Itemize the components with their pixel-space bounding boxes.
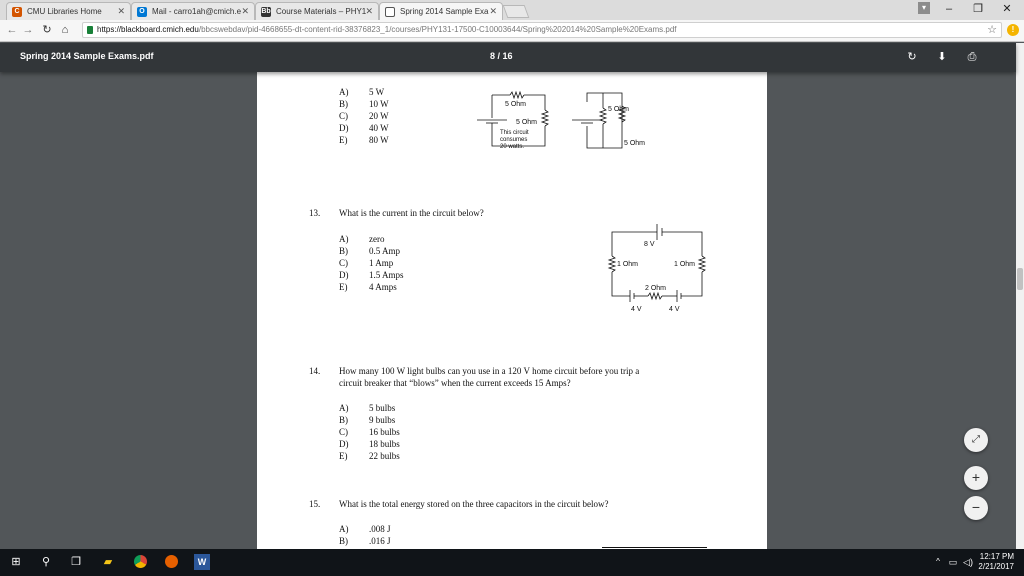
option-text: 9 bulbs [369, 415, 396, 425]
option-letter: C) [339, 111, 348, 121]
close-icon[interactable]: ✕ [489, 6, 497, 16]
question-number: 15. [309, 499, 321, 509]
option-text: .008 J [369, 524, 391, 534]
firefox-icon[interactable] [163, 554, 179, 570]
option-letter: D) [339, 270, 349, 280]
option-letter: A) [339, 234, 349, 244]
windows-start-icon[interactable]: ⊞ [11, 556, 21, 568]
option-text: 22 bulbs [369, 451, 400, 461]
resistor-label: 5 Ohm [505, 101, 527, 108]
maximize-button[interactable]: ❐ [973, 3, 983, 15]
address-bar[interactable] [82, 22, 1002, 38]
voltage-label: 8 V [644, 241, 655, 248]
option-text: 18 bulbs [369, 439, 400, 449]
question-text-line2: circuit breaker that “blows” when the current exceeds 15 Amps? [339, 378, 571, 388]
print-icon[interactable]: ⎙ [967, 51, 977, 63]
outlook-icon: O [137, 7, 147, 17]
resistor-label: 5 Ohm [608, 106, 630, 113]
reload-icon[interactable]: ↻ [42, 24, 52, 36]
scrollbar-thumb[interactable] [1017, 268, 1023, 290]
circuit-note: 20 watts. [500, 144, 525, 150]
tab-cmu-libraries[interactable] [6, 2, 131, 20]
page-indicator[interactable]: 8 / 16 [490, 51, 513, 61]
option-letter: B) [339, 246, 348, 256]
option-text: 16 bulbs [369, 427, 400, 437]
forward-icon[interactable]: → [22, 24, 34, 36]
browser-toolbar [0, 20, 1024, 42]
option-letter: B) [339, 415, 348, 425]
pdf-page [257, 43, 767, 549]
task-view-icon[interactable]: ❐ [71, 556, 81, 568]
q12-circuit-diagram [472, 88, 652, 158]
question-text-line1: How many 100 W light bulbs can you use in a 120 V home circuit before you trip a [339, 366, 640, 376]
pdf-toolbar [0, 43, 1016, 72]
option-text: 80 W [369, 135, 389, 145]
option-letter: B) [339, 536, 348, 546]
option-text: 5 bulbs [369, 403, 396, 413]
close-icon[interactable]: ✕ [365, 6, 373, 16]
rotate-icon[interactable]: ↻ [907, 51, 917, 63]
chrome-icon[interactable] [132, 554, 148, 570]
lock-icon [87, 26, 93, 34]
close-window-button[interactable]: ✕ [1002, 3, 1012, 15]
option-letter: C) [339, 427, 348, 437]
document-icon [385, 7, 395, 17]
download-icon[interactable]: ⬇ [937, 51, 947, 63]
new-tab-button[interactable] [503, 5, 530, 18]
profile-icon[interactable]: ▾ [918, 2, 930, 14]
tab-label: CMU Libraries Home [27, 7, 102, 16]
option-text: 20 W [369, 111, 389, 121]
option-text: 0.5 Amp [369, 246, 401, 256]
close-icon[interactable]: ✕ [241, 6, 249, 16]
voltage-label: 4 V [669, 306, 680, 313]
tab-label: Spring 2014 Sample Exa [400, 7, 489, 16]
option-text: 4 Amps [369, 282, 397, 292]
url-text: https://blackboard.cmich.edu/bbcswebdav/pid-4668655-dt-content-rid-38376823_1/courses/PHY131-17500-C10003644/Spring%202014%20Sample%20Exams.pdf [97, 25, 677, 34]
system-clock[interactable] [978, 552, 1014, 572]
home-icon[interactable]: ⌂ [61, 24, 69, 36]
resistor-label: 2 Ohm [645, 285, 667, 292]
extension-icon[interactable]: ! [1007, 24, 1019, 36]
voltage-label: 4 V [631, 306, 642, 313]
back-icon[interactable]: ← [6, 24, 18, 36]
option-text: 1.5 Amps [369, 270, 404, 280]
option-text: 5 W [369, 87, 385, 97]
zoom-out-button[interactable]: − [964, 496, 988, 520]
option-letter: E) [339, 135, 348, 145]
tab-course-materials[interactable] [255, 2, 379, 20]
tray-chevron-icon[interactable]: ^ [936, 557, 940, 566]
question-text: What is the current in the circuit below? [339, 208, 484, 218]
option-text: zero [369, 234, 385, 244]
volume-icon[interactable]: ◁) [963, 557, 973, 567]
network-icon[interactable]: ▭ [948, 557, 958, 567]
question-text: What is the total energy stored on the three capacitors in the circuit below? [339, 499, 609, 509]
clock-time: 12:17 PM [979, 552, 1014, 561]
option-letter: A) [339, 524, 349, 534]
scrollbar[interactable] [1016, 43, 1024, 549]
zoom-in-button[interactable]: + [964, 466, 988, 490]
taskbar [0, 549, 1024, 576]
option-letter: C) [339, 258, 348, 268]
option-text: 40 W [369, 123, 389, 133]
resistor-label: 1 Ohm [674, 261, 696, 268]
search-icon[interactable]: ⚲ [41, 556, 51, 568]
option-letter: A) [339, 87, 349, 97]
question-number: 13. [309, 208, 321, 218]
tab-label: Mail - carro1ah@cmich.e [152, 7, 242, 16]
fit-to-page-button[interactable]: ⤢ [964, 428, 988, 452]
circuit-note: This circuit [500, 130, 529, 136]
blackboard-icon: Bb [261, 8, 271, 15]
option-text: .016 J [369, 536, 391, 546]
tab-label: Course Materials – PHY1 [276, 7, 367, 16]
bookmark-star-icon[interactable]: ☆ [987, 24, 997, 36]
diagram-edge [602, 547, 707, 548]
resistor-label: 5 Ohm [516, 119, 538, 126]
option-text: 10 W [369, 99, 389, 109]
resistor-label: 1 Ohm [617, 261, 639, 268]
tab-mail[interactable] [131, 2, 255, 20]
clock-date: 2/21/2017 [978, 562, 1014, 571]
q13-circuit-diagram [602, 218, 717, 318]
minimize-button[interactable]: – [945, 3, 953, 15]
option-letter: A) [339, 403, 349, 413]
option-text: 1 Amp [369, 258, 394, 268]
option-letter: D) [339, 123, 349, 133]
tab-spring-2014-exams[interactable] [379, 2, 503, 20]
file-explorer-icon[interactable]: ▰ [103, 556, 113, 568]
circuit-note: consumes [500, 137, 528, 143]
option-letter: B) [339, 99, 348, 109]
question-number: 14. [309, 366, 321, 376]
close-icon[interactable]: ✕ [117, 6, 125, 16]
option-letter: D) [339, 439, 349, 449]
browser-tab-strip [0, 0, 1024, 20]
resistor-label: 5 Ohm [624, 140, 646, 147]
option-letter: E) [339, 282, 348, 292]
cmu-icon: C [12, 7, 22, 17]
word-icon[interactable]: W [194, 554, 210, 570]
option-letter: E) [339, 451, 348, 461]
pdf-title: Spring 2014 Sample Exams.pdf [20, 51, 154, 61]
